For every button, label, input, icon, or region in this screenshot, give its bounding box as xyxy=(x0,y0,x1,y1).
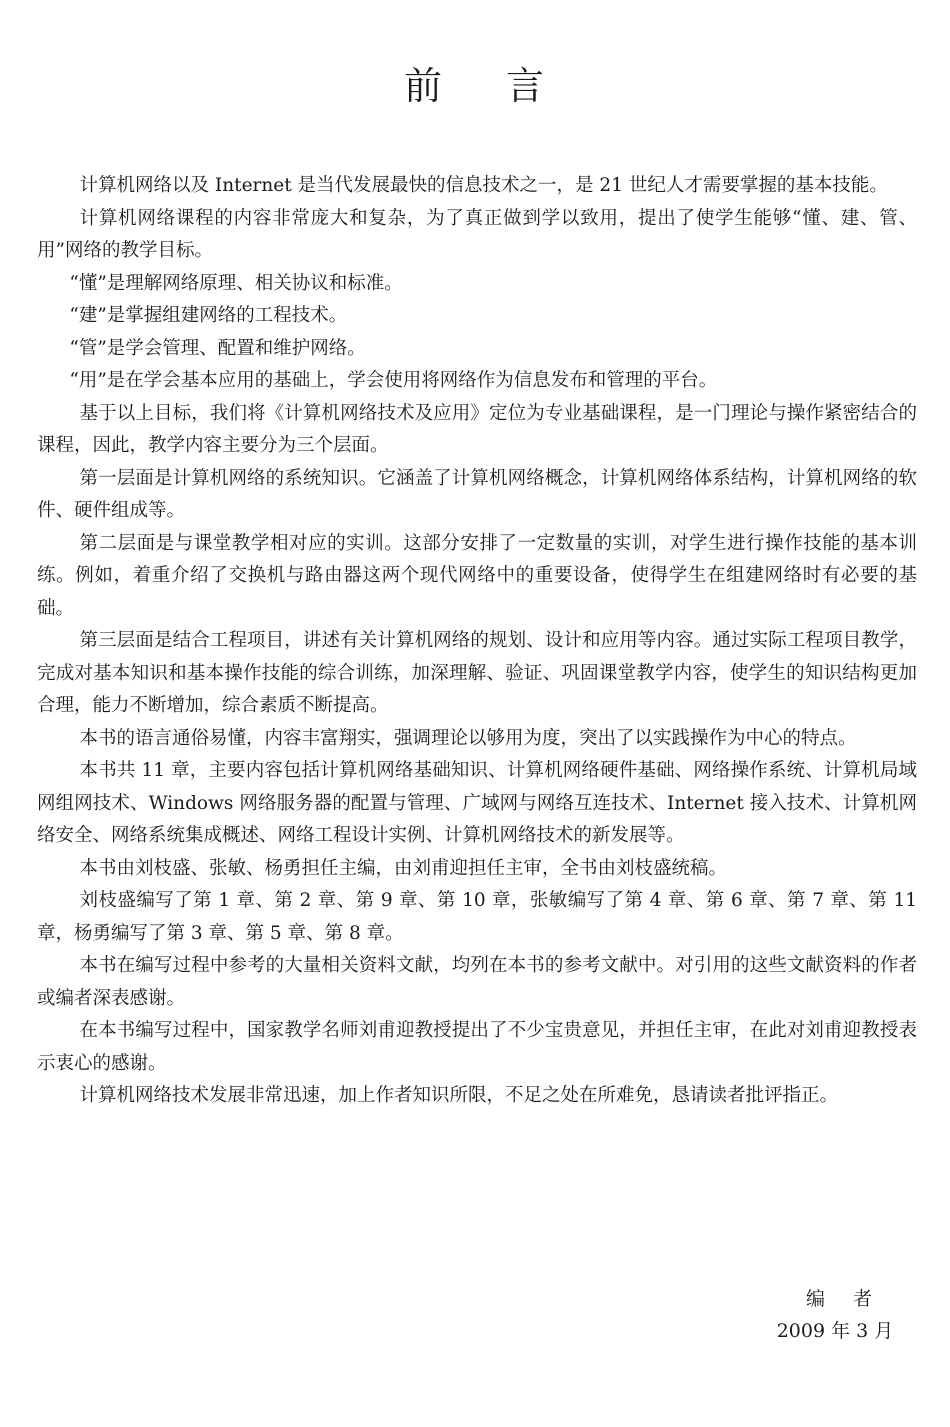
paragraph: 本书的语言通俗易懂，内容丰富翔实，强调理论以够用为度，突出了以实践操作为中心的特点。 xyxy=(79,727,857,749)
signature-date: 2009 年 3 月 xyxy=(776,1320,894,1342)
paragraph: 第一层面是计算机网络的系统知识。它涵盖了计算机网络概念，计算机网络体系结构，计算机网络的软件、硬件组成等。 xyxy=(37,467,917,521)
paragraph: 刘枝盛编写了第 1 章、第 2 章、第 9 章、第 10 章，张敏编写了第 4 章、第 6 章、第 7 章、第 11 章，杨勇编写了第 3 章、第 5 章、第 8 章。 xyxy=(37,890,917,944)
paragraph: 本书在编写过程中参考的大量相关资料文献，均列在本书的参考文献中。对引用的这些文献资料的作者或编者深表感谢。 xyxy=(37,955,917,1009)
paragraph: 计算机网络技术发展非常迅速，加上作者知识所限，不足之处在所难免，恳请读者批评指正。 xyxy=(79,1085,839,1106)
paragraph: “懂”是理解网络原理、相关协议和标准。 xyxy=(69,272,403,294)
paragraph: 第三层面是结合工程项目，讲述有关计算机网络的规划、设计和应用等内容。通过实际工程项目教学，完成对基本知识和基本操作技能的综合训练，加深理解、验证、巩固课堂教学内容，使学生的知识结构更加合理，能力不断增加，综合素质不断提高。 xyxy=(37,630,917,716)
signature-editor xyxy=(760,1283,910,1315)
signature-block xyxy=(760,1283,910,1347)
paragraph: 计算机网络以及 Internet 是当代发展最快的信息技术之一，是 21 世纪人才需要掌握的基本技能。 xyxy=(79,175,888,196)
paragraph: 在本书编写过程中，国家教学名师刘甫迎教授提出了不少宝贵意见，并担任主审，在此对刘甫迎教授表示衷心的感谢。 xyxy=(37,1020,917,1074)
paragraph: 基于以上目标，我们将《计算机网络技术及应用》定位为专业基础课程，是一门理论与操作紧密结合的课程，因此，教学内容主要分为三个层面。 xyxy=(37,402,917,456)
preface-body xyxy=(37,170,917,1113)
paragraph: 本书由刘枝盛、张敏、杨勇担任主编，由刘甫迎担任主审，全书由刘枝盛统稿。 xyxy=(79,857,728,879)
paragraph: 计算机网络课程的内容非常庞大和复杂，为了真正做到学以致用，提出了使学生能够“懂、建、管、用”网络的教学目标。 xyxy=(37,207,917,261)
paragraph: “管”是学会管理、配置和维护网络。 xyxy=(69,337,366,359)
editor-char-1: 编 xyxy=(805,1288,825,1310)
title-char-1: 前 xyxy=(403,64,444,108)
paragraph: “用”是在学会基本应用的基础上，学会使用将网络作为信息发布和管理的平台。 xyxy=(69,370,718,391)
paragraph: “建”是掌握组建网络的工程技术。 xyxy=(69,305,348,326)
page-title xyxy=(0,60,950,112)
paragraph: 本书共 11 章，主要内容包括计算机网络基础知识、计算机网络硬件基础、网络操作系统、计算机局域网组网技术、Windows 网络服务器的配置与管理、广域网与网络互连技术、Internet 接入技术、计算机网络安全、网络系统集成概述、网络工程设计实例、计算机网络技术的新发展等。 xyxy=(37,760,917,846)
title-char-2: 言 xyxy=(506,64,547,108)
editor-char-2: 者 xyxy=(853,1288,873,1310)
paragraph: 第二层面是与课堂教学相对应的实训。这部分安排了一定数量的实训，对学生进行操作技能的基本训练。例如，着重介绍了交换机与路由器这两个现代网络中的重要设备，使得学生在组建网络时有必要的基础。 xyxy=(37,532,917,619)
